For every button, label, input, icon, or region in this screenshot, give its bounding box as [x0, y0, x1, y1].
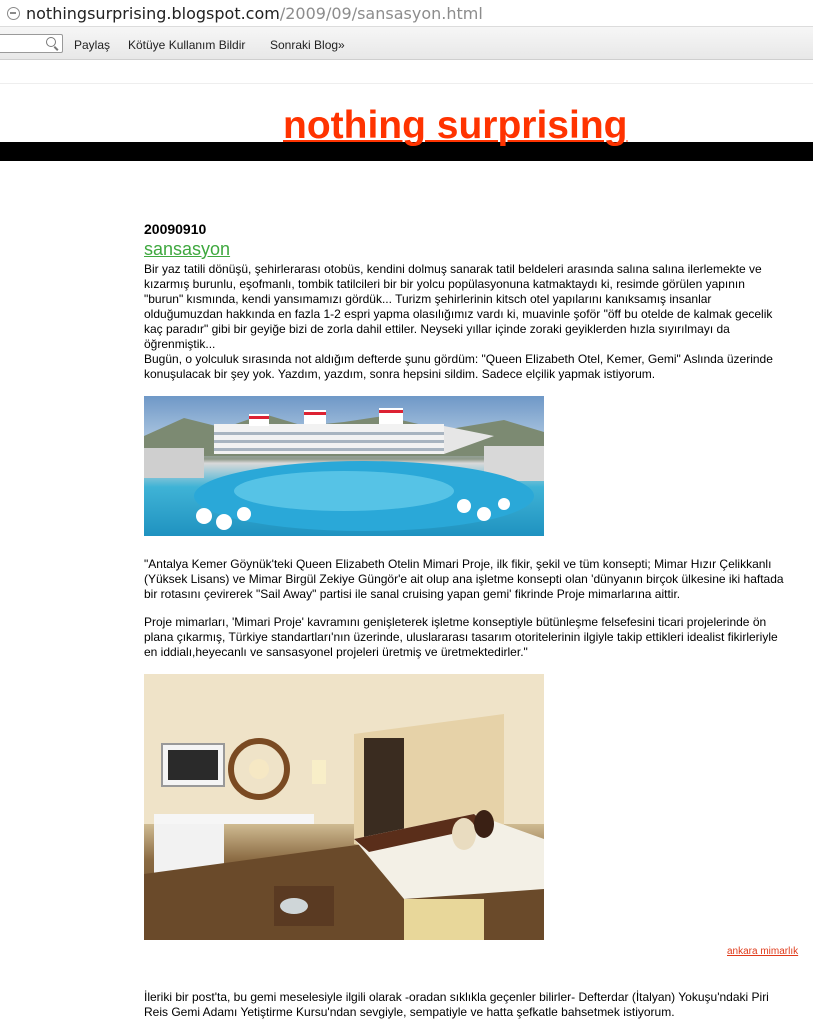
text-line: öğrenmiştik... [144, 337, 216, 351]
text-line: "Antalya Kemer Göynük'teki Queen Elizabeth Otelin Mimari Proje, ilk fikir, şekil ve tüm konsepti; Mimar Hızır Çelikkanlı [144, 557, 772, 571]
report-abuse-link[interactable]: Kötüye Kullanım Bildir [128, 38, 246, 52]
hotel-exterior-illustration [144, 396, 544, 536]
text-line: bir rotasını çevirerek "Sail Away" partisi ile sanal cruising yapan gemi' fikrinde Proje mimarlarına aittir. [144, 587, 681, 601]
text-line: Reis Gemi Adamı Yetiştirme Kursu'ndan sevgiyle, sempatiyle ve hatta şefkatle bahsetmek istiyorum. [144, 1005, 675, 1019]
search-input[interactable] [0, 34, 63, 53]
text-line: olduğumuzdan hakkında en fazla 1-2 espri yapma olasılığımız vardı ki, muavinle şoför "öff bu otelde de kalmak gecelik [144, 307, 773, 321]
post-paragraph-3 [144, 615, 800, 660]
text-line: en iddialı,heyecanlı ve sansasyonel projeleri üretmiş ve üretmektedirler." [144, 645, 528, 659]
share-link[interactable]: Paylaş [74, 38, 111, 52]
text-line: kızarmış burunlu, eşofmanlı, tombik tatilcileri bir bir yolcu popülasyonuna katmaktaydı ki, resimde görülen yapının [144, 277, 745, 291]
post-title[interactable]: sansasyon [144, 239, 231, 259]
hotel-room-photo[interactable] [144, 674, 544, 940]
text-line: kaç paradır" gibi bir geyiğe bizi de zorla dahil ettiler. Neyseki yıllar içinde zoraki geyiklerden hızla sıyırılmayı da [144, 322, 730, 336]
text-line: Bugün, o yolculuk sırasında not aldığım defterde şunu gördüm: "Queen Elizabeth Otel, Kemer, Gemi" Aslında üzerinde [144, 352, 773, 366]
post-date: 20090910 [144, 221, 207, 237]
blog-title[interactable]: nothing surprising [283, 104, 628, 147]
globe-icon [7, 7, 20, 20]
text-line: "burun" kısmında, kendi yansımamızı gördük... Turizm şehirlerinin kitsch otel yapılarını kanıksamış insanlar [144, 292, 712, 306]
url-path: /2009/09/sansasyon.html [279, 3, 483, 23]
url-host: nothingsurprising.blogspot.com [26, 3, 280, 23]
address-bar[interactable] [0, 0, 813, 27]
text-line: Bir yaz tatili dönüşü, şehirlerarası otobüs, kendini dolmuş sanarak tatil beldeleri arasında salına salına ilerlemekte ve [144, 262, 762, 276]
text-line: İleriki bir post'ta, bu gemi meselesiyle ilgili olarak -oradan sıklıkla geçenler bilirler- Defterdar (İtalyan) Yokuşu'ndaki Piri [144, 990, 769, 1004]
hotel-room-illustration [144, 674, 544, 940]
search-icon[interactable] [46, 37, 56, 47]
text-line: (Yüksek Lisans) ve Mimar Birgül Zekiye Güngör'e ait olup ana işletme konsepti olan 'dünyanın birçok ülkesine iki haftada [144, 572, 784, 586]
post-paragraph-1 [144, 262, 800, 382]
blogger-navbar [0, 27, 813, 60]
next-blog-link[interactable]: Sonraki Blog» [270, 38, 345, 52]
tag-link[interactable]: ankara mimarlık [727, 946, 799, 957]
text-line: konuşulacak bir şey yok. Yazdım, yazdım, sonra hepsini sildim. Sadece elçilik yapmak istiyorum. [144, 367, 656, 381]
text-line: plana çıkarmış, Türkiye standartları'nın üzerinde, uluslararası tasarım otoritelerinin ilgiyle takip ettikleri idealist fikirleriyle [144, 630, 778, 644]
post-paragraph-4 [144, 990, 800, 1020]
hotel-exterior-photo[interactable] [144, 396, 544, 536]
post-paragraph-2 [144, 557, 800, 602]
text-line: Proje mimarları, 'Mimari Proje' kavramını genişleterek işletme konseptiyle bütünleşme felsefesini ticari projelerinde ön [144, 615, 767, 629]
divider [0, 83, 813, 84]
